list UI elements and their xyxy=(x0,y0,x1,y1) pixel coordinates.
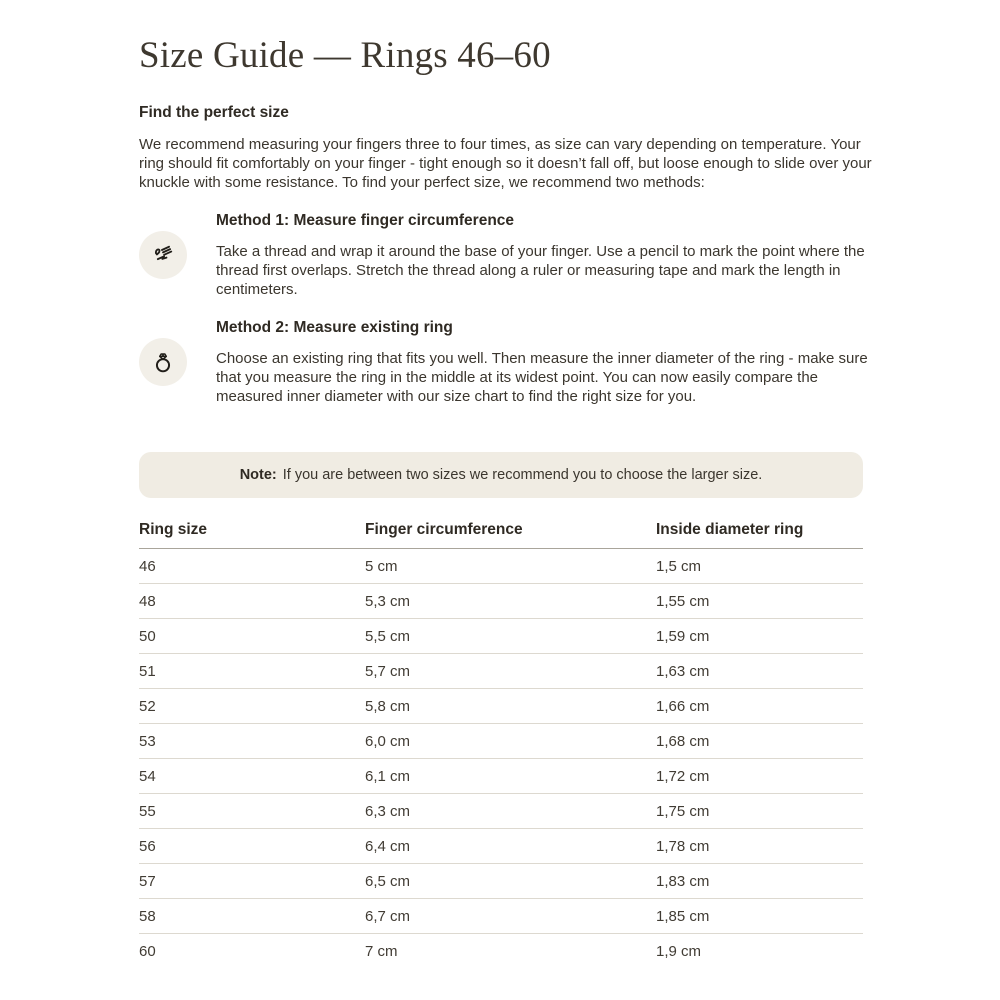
inside-diameter-cell: 1,9 cm xyxy=(656,942,702,960)
ring-size-cell: 46 xyxy=(139,548,365,583)
inside-diameter-cell: 1,78 cm xyxy=(656,828,863,863)
note-label: Note: xyxy=(239,466,277,483)
table-row xyxy=(139,898,863,933)
ring-size-cell: 48 xyxy=(139,583,365,618)
table-row xyxy=(139,933,863,968)
note-banner xyxy=(139,452,863,498)
method-2-text: Choose an existing ring that fits you well. Then measure the inner diameter of the ring - make sure that you measure the ring in the middle at its widest point. You can now easily compare the measured inner diameter with our size chart to find the right size for you. xyxy=(216,349,868,405)
table-row xyxy=(139,828,863,863)
table-row xyxy=(139,548,863,583)
header-inside-diameter: Inside diameter ring xyxy=(656,521,863,549)
finger-circumference-cell: 5,8 cm xyxy=(365,688,656,723)
finger-circumference-cell: 6,3 cm xyxy=(365,793,656,828)
ring-size-cell: 52 xyxy=(139,688,365,723)
ring-size-cell: 53 xyxy=(139,723,365,758)
finger-circumference-cell: 5 cm xyxy=(365,548,656,583)
ring-size-cell: 56 xyxy=(139,828,365,863)
intro-heading: Find the perfect size xyxy=(139,103,289,121)
ring-size-cell: 51 xyxy=(139,653,365,688)
table-row xyxy=(139,793,863,828)
method-1-section xyxy=(139,212,884,299)
intro-paragraph: We recommend measuring your fingers three to four times, as size can vary depending on temperature. Your ring should fit comfortably on your finger - tight enough so it doesn’t fall off, but loose enough to slide over your knuckle with some resistance. To find your perfect size, we recommend two methods: xyxy=(139,135,872,191)
finger-circumference-cell: 6,4 cm xyxy=(365,828,656,863)
inside-diameter-cell: 1,59 cm xyxy=(656,618,863,653)
inside-diameter-cell: 1,83 cm xyxy=(656,863,863,898)
header-finger-circumference: Finger circumference xyxy=(365,521,656,549)
ring-size-cell: 50 xyxy=(139,618,365,653)
finger-circumference-cell: 6,5 cm xyxy=(365,863,656,898)
inside-diameter-cell: 1,63 cm xyxy=(656,653,863,688)
inside-diameter-cell: 1,55 cm xyxy=(656,583,863,618)
method-2-section xyxy=(139,319,884,406)
finger-circumference-cell: 5,3 cm xyxy=(365,583,656,618)
ring-size-table xyxy=(139,521,863,969)
ring-size-cell: 60 xyxy=(139,942,156,960)
method-1-title: Method 1: Measure finger circumference xyxy=(216,211,515,229)
hand-measuring-icon xyxy=(139,231,187,279)
finger-circumference-cell: 5,7 cm xyxy=(365,653,656,688)
page-title: Size Guide — Rings 46–60 xyxy=(139,35,551,76)
finger-circumference-cell: 7 cm xyxy=(365,942,398,960)
ring-size-cell: 57 xyxy=(139,863,365,898)
table-row xyxy=(139,758,863,793)
inside-diameter-cell: 1,85 cm xyxy=(656,898,863,933)
table-row xyxy=(139,583,863,618)
ring-size-cell: 58 xyxy=(139,898,365,933)
finger-circumference-cell: 6,1 cm xyxy=(365,758,656,793)
table-row xyxy=(139,688,863,723)
inside-diameter-cell: 1,66 cm xyxy=(656,688,863,723)
finger-circumference-cell: 6,7 cm xyxy=(365,898,656,933)
table-header-row xyxy=(139,521,863,549)
note-text: If you are between two sizes we recommend you to choose the larger size. xyxy=(282,466,763,483)
ring-size-cell: 54 xyxy=(139,758,365,793)
finger-circumference-cell: 6,0 cm xyxy=(365,723,656,758)
inside-diameter-cell: 1,68 cm xyxy=(656,723,863,758)
table-row xyxy=(139,618,863,653)
table-row xyxy=(139,723,863,758)
method-2-title: Method 2: Measure existing ring xyxy=(216,318,453,336)
ring-size-cell: 55 xyxy=(139,793,365,828)
finger-circumference-cell: 5,5 cm xyxy=(365,618,656,653)
method-1-text: Take a thread and wrap it around the base of your finger. Use a pencil to mark the point where the thread first overlaps. Stretch the thread along a ruler or measuring tape and mark the length in centimeters. xyxy=(216,242,865,298)
ring-icon xyxy=(139,338,187,386)
inside-diameter-cell: 1,5 cm xyxy=(656,548,863,583)
table-row xyxy=(139,653,863,688)
table-row xyxy=(139,863,863,898)
inside-diameter-cell: 1,72 cm xyxy=(656,758,863,793)
header-ring-size: Ring size xyxy=(139,521,365,549)
inside-diameter-cell: 1,75 cm xyxy=(656,793,863,828)
